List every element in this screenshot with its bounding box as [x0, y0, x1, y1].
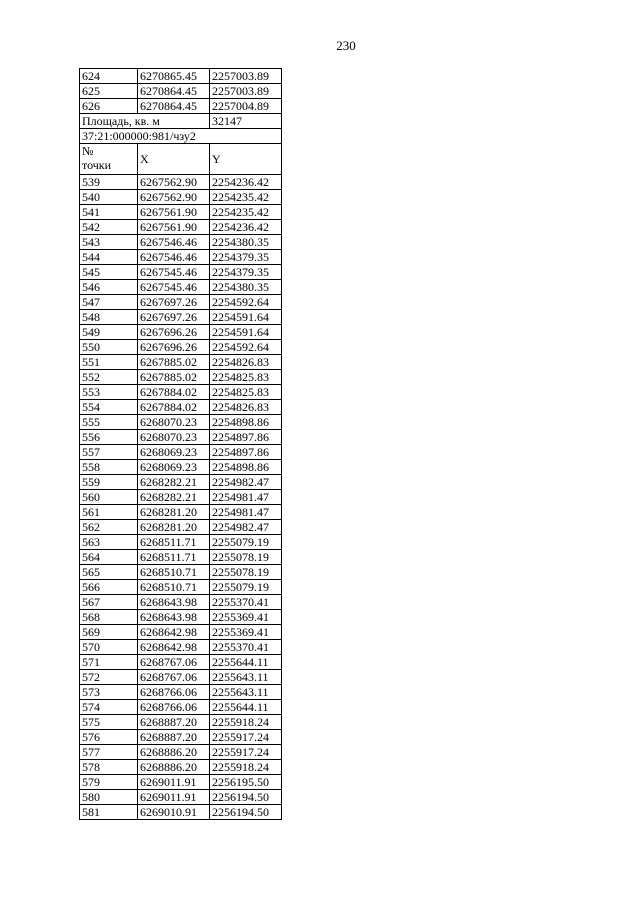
- x-coordinate-cell: 6269011.91: [138, 775, 210, 790]
- point-number-cell: 555: [80, 415, 138, 430]
- y-coordinate-cell: 2254981.47: [210, 490, 282, 505]
- point-number-cell: 540: [80, 190, 138, 205]
- x-coordinate-cell: 6268510.71: [138, 565, 210, 580]
- zone-id-row: [80, 129, 282, 144]
- y-coordinate-cell: 2255370.41: [210, 640, 282, 655]
- x-coordinate-cell: 6267546.46: [138, 250, 210, 265]
- table-row: [80, 205, 282, 220]
- point-number-cell: 547: [80, 295, 138, 310]
- table-row: [80, 235, 282, 250]
- point-number-cell: 561: [80, 505, 138, 520]
- x-coordinate-cell: 6267697.26: [138, 295, 210, 310]
- table-row: [80, 715, 282, 730]
- x-coordinate-cell: 6267884.02: [138, 400, 210, 415]
- point-number-cell: 545: [80, 265, 138, 280]
- table-row: [80, 69, 282, 84]
- y-coordinate-cell: 2255643.11: [210, 670, 282, 685]
- coordinates-table: [79, 68, 282, 820]
- point-number-cell: 558: [80, 460, 138, 475]
- table-row: [80, 220, 282, 235]
- point-number-cell: 548: [80, 310, 138, 325]
- point-number-cell: 572: [80, 670, 138, 685]
- point-number-cell: 573: [80, 685, 138, 700]
- x-coordinate-cell: 6268070.23: [138, 430, 210, 445]
- table-row: [80, 415, 282, 430]
- point-number-cell: 626: [80, 99, 138, 114]
- table-row: [80, 505, 282, 520]
- table-row: [80, 385, 282, 400]
- table-row: [80, 340, 282, 355]
- zone-id: 37:21:000000:981/чзу2: [80, 129, 282, 144]
- x-coordinate-cell: 6269011.91: [138, 790, 210, 805]
- point-number-cell: 581: [80, 805, 138, 820]
- y-coordinate-cell: 2255369.41: [210, 625, 282, 640]
- y-coordinate-cell: 2254380.35: [210, 280, 282, 295]
- point-number-cell: 552: [80, 370, 138, 385]
- table-row: [80, 490, 282, 505]
- table-row: [80, 325, 282, 340]
- x-coordinate-cell: 6268070.23: [138, 415, 210, 430]
- table-row: [80, 520, 282, 535]
- x-coordinate-cell: 6267561.90: [138, 220, 210, 235]
- y-coordinate-cell: 2254826.83: [210, 400, 282, 415]
- x-coordinate-cell: 6268887.20: [138, 715, 210, 730]
- point-number-cell: 625: [80, 84, 138, 99]
- x-coordinate-cell: 6267562.90: [138, 190, 210, 205]
- table-row: [80, 775, 282, 790]
- table-row: [80, 99, 282, 114]
- x-coordinate-cell: 6267885.02: [138, 355, 210, 370]
- y-coordinate-cell: 2254591.64: [210, 325, 282, 340]
- x-coordinate-cell: 6268511.71: [138, 535, 210, 550]
- y-coordinate-cell: 2255918.24: [210, 715, 282, 730]
- table-row: [80, 175, 282, 190]
- table-row: [80, 445, 282, 460]
- x-coordinate-cell: 6268643.98: [138, 595, 210, 610]
- table-row: [80, 460, 282, 475]
- point-number-cell: 576: [80, 730, 138, 745]
- y-coordinate-cell: 2254592.64: [210, 295, 282, 310]
- x-coordinate-cell: 6267696.26: [138, 325, 210, 340]
- y-coordinate-cell: 2254982.47: [210, 475, 282, 490]
- table-row: [80, 565, 282, 580]
- table-row: [80, 655, 282, 670]
- point-number-cell: 568: [80, 610, 138, 625]
- x-coordinate-cell: 6267546.46: [138, 235, 210, 250]
- area-label: Площадь, кв. м: [80, 114, 210, 129]
- y-coordinate-cell: 2254379.35: [210, 250, 282, 265]
- y-coordinate-cell: 2254380.35: [210, 235, 282, 250]
- y-coordinate-cell: 2255079.19: [210, 580, 282, 595]
- x-coordinate-cell: 6268767.06: [138, 670, 210, 685]
- point-number-cell: 580: [80, 790, 138, 805]
- x-coordinate-cell: 6268886.20: [138, 745, 210, 760]
- point-number-cell: 539: [80, 175, 138, 190]
- x-coordinate-cell: 6267545.46: [138, 265, 210, 280]
- table-row: [80, 685, 282, 700]
- table-row: [80, 370, 282, 385]
- x-coordinate-cell: 6268510.71: [138, 580, 210, 595]
- x-coordinate-cell: 6269010.91: [138, 805, 210, 820]
- table-row: [80, 400, 282, 415]
- y-coordinate-cell: 2254236.42: [210, 220, 282, 235]
- area-row: [80, 114, 282, 129]
- y-coordinate-cell: 2254982.47: [210, 520, 282, 535]
- y-coordinate-cell: 2254236.42: [210, 175, 282, 190]
- point-number-cell: 577: [80, 745, 138, 760]
- x-coordinate-cell: 6268281.20: [138, 520, 210, 535]
- y-coordinate-cell: 2255369.41: [210, 610, 282, 625]
- point-number-cell: 570: [80, 640, 138, 655]
- x-coordinate-cell: 6270865.45: [138, 69, 210, 84]
- point-number-cell: 564: [80, 550, 138, 565]
- page-number: 230: [336, 38, 356, 53]
- y-coordinate-cell: 2257004.89: [210, 99, 282, 114]
- y-coordinate-cell: 2254235.42: [210, 205, 282, 220]
- y-coordinate-cell: 2254825.83: [210, 385, 282, 400]
- x-coordinate-cell: 6268281.20: [138, 505, 210, 520]
- point-number-cell: 556: [80, 430, 138, 445]
- x-coordinate-cell: 6268887.20: [138, 730, 210, 745]
- column-header-row: [80, 144, 282, 175]
- point-number-cell: 565: [80, 565, 138, 580]
- table-row: [80, 700, 282, 715]
- y-coordinate-cell: 2255078.19: [210, 550, 282, 565]
- area-value: 32147: [210, 114, 282, 129]
- y-coordinate-cell: 2254898.86: [210, 415, 282, 430]
- point-number-cell: 542: [80, 220, 138, 235]
- table-row: [80, 760, 282, 775]
- point-number-cell: 546: [80, 280, 138, 295]
- x-coordinate-cell: 6268642.98: [138, 640, 210, 655]
- table-row: [80, 610, 282, 625]
- y-coordinate-cell: 2255370.41: [210, 595, 282, 610]
- table-row: [80, 190, 282, 205]
- point-number-cell: 579: [80, 775, 138, 790]
- y-coordinate-cell: 2254826.83: [210, 355, 282, 370]
- table-row: [80, 295, 282, 310]
- y-coordinate-cell: 2254898.86: [210, 460, 282, 475]
- point-number-cell: 563: [80, 535, 138, 550]
- x-coordinate-cell: 6268886.20: [138, 760, 210, 775]
- x-coordinate-cell: 6267545.46: [138, 280, 210, 295]
- y-coordinate-cell: 2255643.11: [210, 685, 282, 700]
- table-row: [80, 84, 282, 99]
- point-number-cell: 559: [80, 475, 138, 490]
- point-number-header: [80, 144, 138, 175]
- point-number-cell: 553: [80, 385, 138, 400]
- table-row: [80, 310, 282, 325]
- point-number-header-line2: точки: [82, 158, 112, 172]
- point-number-cell: 567: [80, 595, 138, 610]
- x-coordinate-cell: 6268642.98: [138, 625, 210, 640]
- y-coordinate-cell: 2254981.47: [210, 505, 282, 520]
- table-row: [80, 805, 282, 820]
- point-number-cell: 541: [80, 205, 138, 220]
- y-coordinate-cell: 2256195.50: [210, 775, 282, 790]
- table-row: [80, 355, 282, 370]
- x-coordinate-cell: 6268766.06: [138, 700, 210, 715]
- x-coordinate-cell: 6268766.06: [138, 685, 210, 700]
- x-coordinate-cell: 6267562.90: [138, 175, 210, 190]
- y-coordinate-cell: 2256194.50: [210, 790, 282, 805]
- point-number-cell: 578: [80, 760, 138, 775]
- x-coordinate-cell: 6268282.21: [138, 475, 210, 490]
- x-coordinate-cell: 6270864.45: [138, 99, 210, 114]
- point-number-cell: 569: [80, 625, 138, 640]
- y-coordinate-cell: 2254897.86: [210, 430, 282, 445]
- x-coordinate-cell: 6268282.21: [138, 490, 210, 505]
- point-number-cell: 571: [80, 655, 138, 670]
- table-row: [80, 640, 282, 655]
- y-coordinate-cell: 2254897.86: [210, 445, 282, 460]
- point-number-cell: 574: [80, 700, 138, 715]
- point-number-cell: 554: [80, 400, 138, 415]
- x-coordinate-cell: 6267697.26: [138, 310, 210, 325]
- point-number-cell: 551: [80, 355, 138, 370]
- y-coordinate-cell: 2255644.11: [210, 655, 282, 670]
- x-coordinate-cell: 6268767.06: [138, 655, 210, 670]
- point-number-cell: 624: [80, 69, 138, 84]
- table-row: [80, 250, 282, 265]
- y-coordinate-cell: 2254235.42: [210, 190, 282, 205]
- y-coordinate-cell: 2255918.24: [210, 760, 282, 775]
- x-coordinate-cell: 6268511.71: [138, 550, 210, 565]
- table-row: [80, 535, 282, 550]
- y-coordinate-cell: 2255078.19: [210, 565, 282, 580]
- x-coordinate-cell: 6267561.90: [138, 205, 210, 220]
- table-row: [80, 670, 282, 685]
- x-coordinate-cell: 6267885.02: [138, 370, 210, 385]
- y-coordinate-cell: 2255917.24: [210, 745, 282, 760]
- point-number-cell: 560: [80, 490, 138, 505]
- point-number-header-line1: №: [82, 144, 94, 158]
- y-coordinate-cell: 2255917.24: [210, 730, 282, 745]
- table-row: [80, 625, 282, 640]
- point-number-cell: 557: [80, 445, 138, 460]
- x-coordinate-cell: 6268069.23: [138, 460, 210, 475]
- x-coordinate-cell: 6267884.02: [138, 385, 210, 400]
- point-number-cell: 549: [80, 325, 138, 340]
- table-row: [80, 730, 282, 745]
- table-row: [80, 595, 282, 610]
- x-coordinate-cell: 6267696.26: [138, 340, 210, 355]
- y-coordinate-cell: 2256194.50: [210, 805, 282, 820]
- y-coordinate-cell: 2257003.89: [210, 69, 282, 84]
- y-coordinate-cell: 2254379.35: [210, 265, 282, 280]
- table-row: [80, 280, 282, 295]
- x-header: X: [138, 144, 210, 175]
- y-header: Y: [210, 144, 282, 175]
- x-coordinate-cell: 6270864.45: [138, 84, 210, 99]
- y-coordinate-cell: 2257003.89: [210, 84, 282, 99]
- table-row: [80, 550, 282, 565]
- point-number-cell: 543: [80, 235, 138, 250]
- table-row: [80, 475, 282, 490]
- y-coordinate-cell: 2255079.19: [210, 535, 282, 550]
- x-coordinate-cell: 6268643.98: [138, 610, 210, 625]
- x-coordinate-cell: 6268069.23: [138, 445, 210, 460]
- table-row: [80, 265, 282, 280]
- point-number-cell: 544: [80, 250, 138, 265]
- y-coordinate-cell: 2254825.83: [210, 370, 282, 385]
- point-number-cell: 562: [80, 520, 138, 535]
- table-row: [80, 745, 282, 760]
- y-coordinate-cell: 2254592.64: [210, 340, 282, 355]
- point-number-cell: 550: [80, 340, 138, 355]
- y-coordinate-cell: 2254591.64: [210, 310, 282, 325]
- y-coordinate-cell: 2255644.11: [210, 700, 282, 715]
- point-number-cell: 566: [80, 580, 138, 595]
- coordinates-table-body: [80, 69, 282, 820]
- table-row: [80, 580, 282, 595]
- table-row: [80, 790, 282, 805]
- point-number-cell: 575: [80, 715, 138, 730]
- table-row: [80, 430, 282, 445]
